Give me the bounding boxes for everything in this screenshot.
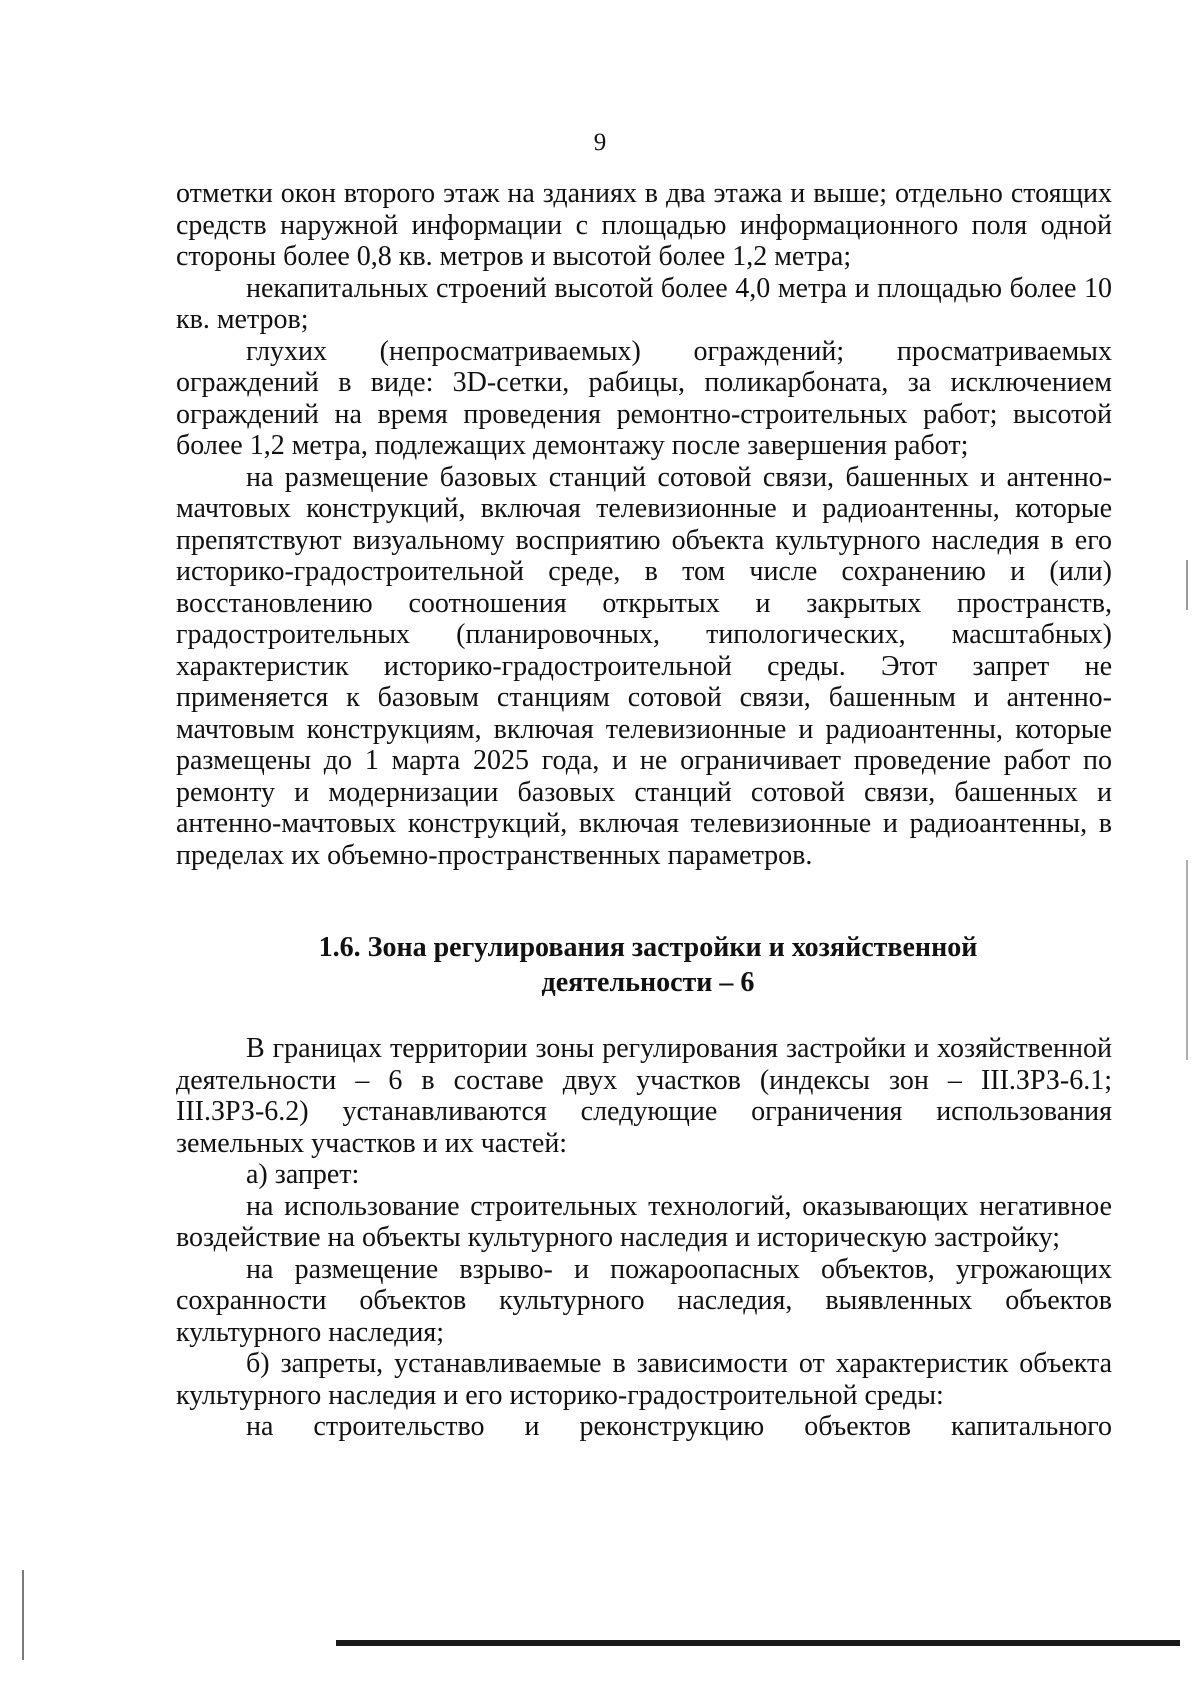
text-block-zone-6 <box>176 1033 1112 1443</box>
paragraph-fences: глухих (непросматриваемых) ограждений; просматриваемых ограждений в виде: 3D-сетки, рабицы, поликарбоната, за исключением ограждений на время проведения ремонтно-строительных работ; высотой более 1,2 метра, подлежащих демонтажу после завершения работ; <box>176 335 1112 461</box>
text-block-restrictions <box>176 178 1112 871</box>
paragraph-non-capital-structures: некапитальных строений высотой более 4,0 метра и площадью более 10 кв. метров; <box>176 272 1112 335</box>
paragraph-construction-technologies: на использование строительных технологий, оказывающих негативное воздействие на объекты культурного наследия и историческую застройку; <box>176 1190 1112 1253</box>
section-heading-line-2: деятельности – 6 <box>541 967 755 998</box>
paragraph-zone-boundaries: В границах территории зоны регулирования застройки и хозяйственной деятельности – 6 в составе двух участков (индексы зон – III.ЗРЗ-6.1; III.ЗРЗ-6.2) устанавливаются следующие ограничения использования земельных участков и их частей: <box>176 1033 1112 1159</box>
paragraph-item-b: б) запреты, устанавливаемые в зависимости от характеристик объекта культурного наследия и его историко-градостроительной среды: <box>176 1348 1112 1411</box>
scan-right-edge-mark <box>1186 560 1188 610</box>
paragraph-hazardous-objects: на размещение взрыво- и пожароопасных объектов, угрожающих сохранности объектов культурного наследия, выявленных объектов культурного наследия; <box>176 1253 1112 1348</box>
scan-right-edge-mark <box>1186 860 1188 1060</box>
page-number: 9 <box>593 129 607 156</box>
paragraph-window-marks: отметки окон второго этаж на зданиях в два этажа и выше; отдельно стоящих средств наружной информации с площадью информационного поля одной стороны более 0,8 кв. метров и высотой более 1,2 метра; <box>176 178 1112 272</box>
paragraph-cellular-stations: на размещение базовых станций сотовой связи, башенных и антенно-мачтовых конструкций, включая телевизионные и радиоантенны, которые препятствуют визуальному восприятию объекта культурного наследия в его историко-градостроительной среде, в том числе сохранению и (или) восстановлению соотношения открытых и закрытых пространств, градостроительных (планировочных, типологических, масштабных) характеристик историко-градостроительной среды. Этот запрет не применяется к базовым станциям сотовой связи, башенным и антенно-мачтовым конструкциям, включая телевизионные и радиоантенны, которые размещены до 1 марта 2025 года, и не ограничивает проведение работ по ремонту и модернизации базовых станций сотовой связи, башенных и антенно-мачтовых конструкций, включая телевизионные и радиоантенны, в пределах их объемно-пространственных параметров. <box>176 461 1112 871</box>
scan-left-edge-mark <box>22 1570 24 1660</box>
paragraph-capital-construction: на строительство и реконструкцию объектов капитального <box>246 1411 1112 1442</box>
section-heading <box>270 930 1026 1000</box>
section-heading-line-1: 1.6. Зона регулирования застройки и хозяйственной <box>318 932 978 963</box>
scan-bottom-rule <box>336 1640 1180 1646</box>
paragraph-item-a: а) запрет: <box>246 1159 360 1190</box>
